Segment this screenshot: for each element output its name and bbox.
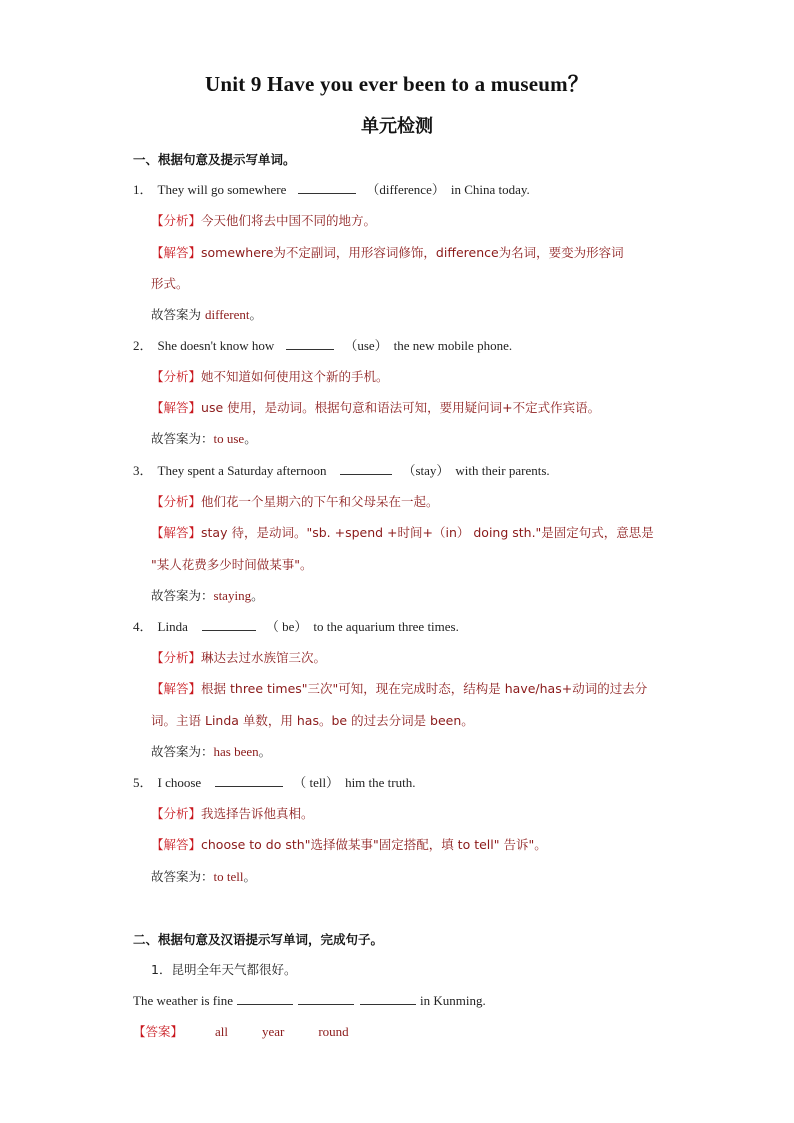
solution-3 (151, 524, 654, 542)
section2-answer-1 (133, 1023, 349, 1041)
answer-word: all (215, 1024, 228, 1039)
solution-3-cont: "某人花费多少时间做某事"。 (151, 557, 313, 572)
answer-blank (237, 992, 293, 1005)
final-label: 故答案为： (151, 588, 214, 603)
section2-heading: 二、根据句意及汉语提示写单词，完成句子。 (133, 932, 384, 947)
answer-blank (360, 992, 416, 1005)
final-label: 故答案为 (151, 307, 205, 322)
final-value: to tell (213, 869, 244, 884)
analysis-text: 琳达去过水族馆三次。 (201, 650, 327, 665)
solution-text: choose to do sth"选择做某事"固定搭配，填 to tell" 告诉"。 (201, 837, 547, 852)
final-label: 故答案为： (151, 744, 214, 759)
analysis-4 (151, 649, 326, 667)
question-5 (133, 774, 415, 792)
final-label: 故答案为： (151, 431, 214, 446)
solution-text: 根据 three times"三次"可知，现在完成时态，结构是 have/has+动词的过去分 (201, 681, 648, 696)
question-text-after: him the truth. (345, 775, 416, 790)
analysis-text: 今天他们将去中国不同的地方。 (201, 213, 377, 228)
analysis-tag: 【分析】 (151, 494, 202, 509)
answer-word: round (318, 1024, 349, 1039)
question-text-after: the new mobile phone. (393, 338, 513, 353)
solution-text: somewhere为不定副词，用形容词修饰，difference为名词，要变为形容词 (201, 245, 624, 260)
question-text-before: I choose (157, 775, 202, 790)
question-4 (133, 618, 459, 636)
solution-1-cont: 形式。 (151, 276, 189, 291)
question-number: 1． (151, 962, 172, 977)
solution-tag: 【解答】 (151, 245, 202, 260)
answer-blank (202, 618, 256, 631)
analysis-3 (151, 493, 439, 511)
page-subtitle: 单元检测 (361, 116, 433, 137)
page-title: Unit 9 Have you ever been to a museum？ (204, 72, 590, 96)
final-answer-3 (151, 587, 264, 605)
solution-1 (151, 244, 624, 262)
final-answer-5 (151, 868, 256, 886)
final-value: different (204, 307, 250, 322)
analysis-text: 我选择告诉他真相。 (201, 806, 314, 821)
final-end: 。 (251, 588, 264, 603)
answer-blank (340, 462, 392, 475)
question-text-before: They will go somewhere (157, 182, 287, 197)
solution-4-cont: 词。主语 Linda 单数，用 has。be 的过去分词是 been。 (151, 713, 474, 728)
analysis-tag: 【分析】 (151, 650, 202, 665)
final-label: 故答案为： (151, 869, 214, 884)
answer-blank (286, 337, 334, 350)
question-number: 2． (133, 338, 153, 353)
answer-tag: 【答案】 (133, 1024, 184, 1039)
question-hint: （difference） (366, 182, 445, 197)
solution-tag: 【解答】 (151, 525, 202, 540)
question-hint: （use） (344, 338, 388, 353)
question-3 (133, 462, 550, 480)
analysis-tag: 【分析】 (151, 806, 202, 821)
question-text-after: with their parents. (455, 463, 550, 478)
section2-question-1 (151, 961, 296, 979)
final-end: 。 (249, 307, 263, 322)
section2-sentence-1 (133, 992, 486, 1010)
question-number: 3． (133, 463, 153, 478)
answer-blank (298, 992, 354, 1005)
section1-heading: 一、根据句意及提示写单词。 (133, 152, 296, 167)
solution-text: use 使用，是动词。根据句意和语法可知，要用疑问词+不定式作宾语。 (201, 400, 601, 415)
answer-blank (215, 774, 283, 787)
final-value: has been (213, 744, 259, 759)
analysis-text: 他们花一个星期六的下午和父母呆在一起。 (201, 494, 439, 509)
final-value: to use (213, 431, 245, 446)
final-answer-2 (151, 430, 257, 448)
question-hint: （ tell） (293, 775, 340, 790)
solution-tag: 【解答】 (151, 681, 202, 696)
solution-tag: 【解答】 (151, 837, 202, 852)
solution-text: stay 待，是动词。"sb. +spend +时间+（in） doing sth."是固定句式，意思是 (201, 525, 654, 540)
question-number: 4． (133, 619, 153, 634)
question-chinese-prompt: 昆明全年天气都很好。 (171, 962, 297, 977)
analysis-tag: 【分析】 (151, 213, 202, 228)
question-1 (133, 181, 530, 199)
solution-4 (151, 680, 647, 698)
final-end: 。 (244, 431, 257, 446)
solution-tag: 【解答】 (151, 400, 202, 415)
question-hint: （stay） (402, 463, 450, 478)
final-answer-4 (151, 743, 271, 761)
solution-2 (151, 399, 600, 417)
analysis-2 (151, 368, 389, 386)
final-end: 。 (243, 869, 256, 884)
analysis-1 (151, 212, 376, 230)
sentence-text-after: in Kunming. (419, 993, 486, 1008)
question-text-before: They spent a Saturday afternoon (157, 463, 327, 478)
solution-5 (151, 836, 547, 854)
final-value: staying (213, 588, 252, 603)
analysis-text: 她不知道如何使用这个新的手机。 (201, 369, 389, 384)
sentence-text-before: The weather is fine (133, 993, 233, 1008)
final-answer-1 (151, 306, 262, 324)
final-end: 。 (258, 744, 272, 759)
question-text-before: Linda (157, 619, 188, 634)
question-text-after: in China today. (450, 182, 530, 197)
question-2 (133, 337, 512, 355)
analysis-5 (151, 805, 314, 823)
question-text-after: to the aquarium three times. (313, 619, 459, 634)
question-hint: （ be） (265, 619, 308, 634)
answer-blank (298, 181, 356, 194)
question-number: 1． (133, 182, 153, 197)
answer-word: year (261, 1024, 285, 1039)
analysis-tag: 【分析】 (151, 369, 202, 384)
question-text-before: She doesn't know how (157, 338, 275, 353)
question-number: 5． (133, 775, 153, 790)
